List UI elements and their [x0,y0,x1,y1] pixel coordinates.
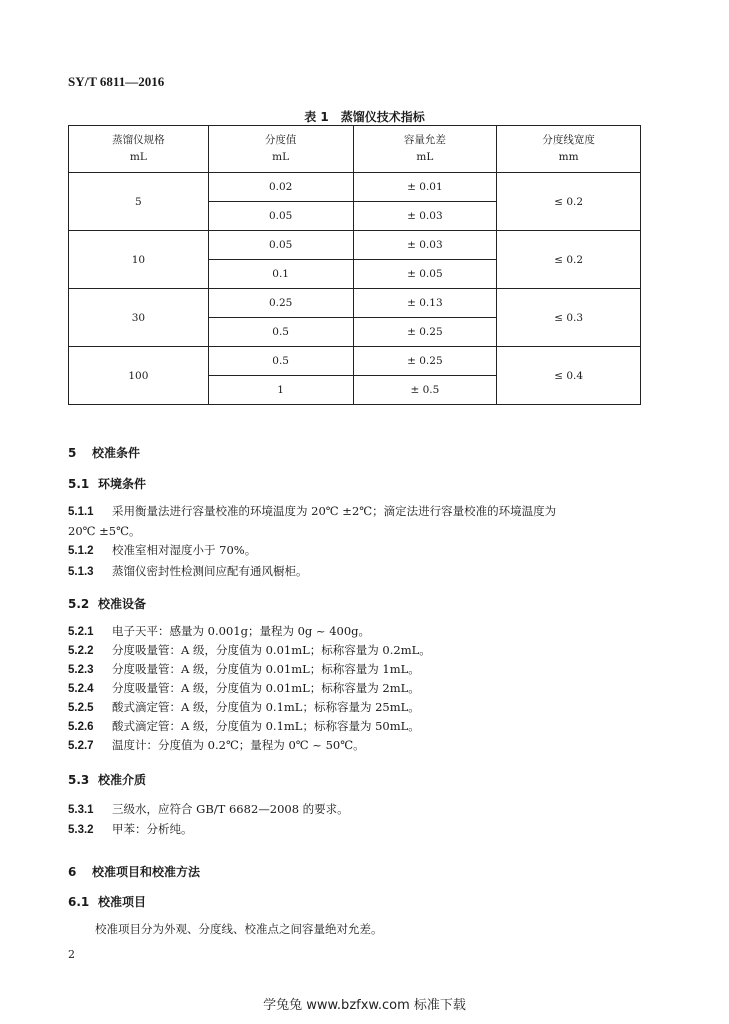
cell-division: 0.25 [208,289,353,318]
section-heading-5-1: 5.1 环境条件 [68,477,147,491]
cell-tolerance: ± 0.05 [353,260,497,289]
cell-spec: 30 [69,289,209,347]
section-heading-6: 6 校准项目和校准方法 [68,865,201,879]
cell-line-width: ≤ 0.3 [497,289,641,347]
clause-5-3-2: 5.3.2 甲苯：分析纯。 [68,822,193,836]
clause-5-2-7: 5.2.7 温度计：分度值为 0.2℃；量程为 0℃ ~ 50℃。 [68,738,365,752]
cell-division: 0.05 [208,231,353,260]
section-heading-5: 5 校准条件 [68,446,141,460]
header-tolerance: 容量允差 mL [353,126,497,173]
cell-tolerance: ± 0.25 [353,318,497,347]
header-spec: 蒸馏仪规格 mL [69,126,209,173]
clause-5-3-1: 5.3.1 三级水，应符合 GB/T 6682—2008 的要求。 [68,802,349,816]
cell-tolerance: ± 0.13 [353,289,497,318]
header-line-width: 分度线宽度 mm [497,126,641,173]
clause-5-2-6: 5.2.6 酸式滴定管：A 级，分度值为 0.1mL；标称容量为 50mL。 [68,719,420,733]
header-division: 分度值 mL [208,126,353,173]
table-row [69,289,641,318]
cell-line-width: ≤ 0.4 [497,347,641,405]
cell-tolerance: ± 0.01 [353,173,497,202]
clause-5-2-4: 5.2.4 分度吸量管：A 级，分度值为 0.01mL；标称容量为 2mL。 [68,681,420,695]
table-row [69,347,641,376]
table-header-row [69,126,641,173]
table-title: 表 1 蒸馏仪技术指标 [304,110,425,124]
footer-watermark: 学兔兔 www.bzfxw.com 标准下载 [263,998,466,1013]
page-number: 2 [68,948,75,961]
cell-spec: 10 [69,231,209,289]
table-row [69,231,641,260]
clause-5-2-1: 5.2.1 电子天平：感量为 0.001g；量程为 0g ~ 400g。 [68,624,371,638]
cell-division: 0.02 [208,173,353,202]
document-code: SY/T 6811—2016 [68,74,165,89]
cell-tolerance: ± 0.5 [353,376,497,405]
clause-5-1-2: 5.1.2 校准室相对湿度小于 70%。 [68,543,257,557]
section-heading-6-1: 6.1 校准项目 [68,895,147,909]
cell-spec: 5 [69,173,209,231]
clause-5-2-2: 5.2.2 分度吸量管：A 级，分度值为 0.01mL；标称容量为 0.2mL。 [68,643,431,657]
cell-tolerance: ± 0.03 [353,202,497,231]
cell-division: 0.5 [208,318,353,347]
clause-6-1-text: 校准项目分为外观、分度线、校准点之间容量绝对允差。 [95,922,383,936]
cell-division: 1 [208,376,353,405]
cell-division: 0.05 [208,202,353,231]
cell-line-width: ≤ 0.2 [497,231,641,289]
clause-5-2-3: 5.2.3 分度吸量管：A 级，分度值为 0.01mL；标称容量为 1mL。 [68,662,420,676]
cell-tolerance: ± 0.03 [353,231,497,260]
cell-division: 0.1 [208,260,353,289]
section-heading-5-2: 5.2 校准设备 [68,597,147,611]
table-row [69,173,641,202]
cell-spec: 100 [69,347,209,405]
cell-tolerance: ± 0.25 [353,347,497,376]
cell-division: 0.5 [208,347,353,376]
clause-5-1-3: 5.1.3 蒸馏仪密封性检测间应配有通风橱柜。 [68,564,308,578]
section-heading-5-3: 5.3 校准介质 [68,773,147,787]
cell-line-width: ≤ 0.2 [497,173,641,231]
clause-5-1-1: 5.1.1 采用衡量法进行容量校准的环境温度为 20℃ ±2℃；滴定法进行容量校准的环境温度为 20℃ ±5℃。 [68,504,557,538]
clause-5-2-5: 5.2.5 酸式滴定管：A 级，分度值为 0.1mL；标称容量为 25mL。 [68,700,420,714]
spec-table [68,125,641,405]
